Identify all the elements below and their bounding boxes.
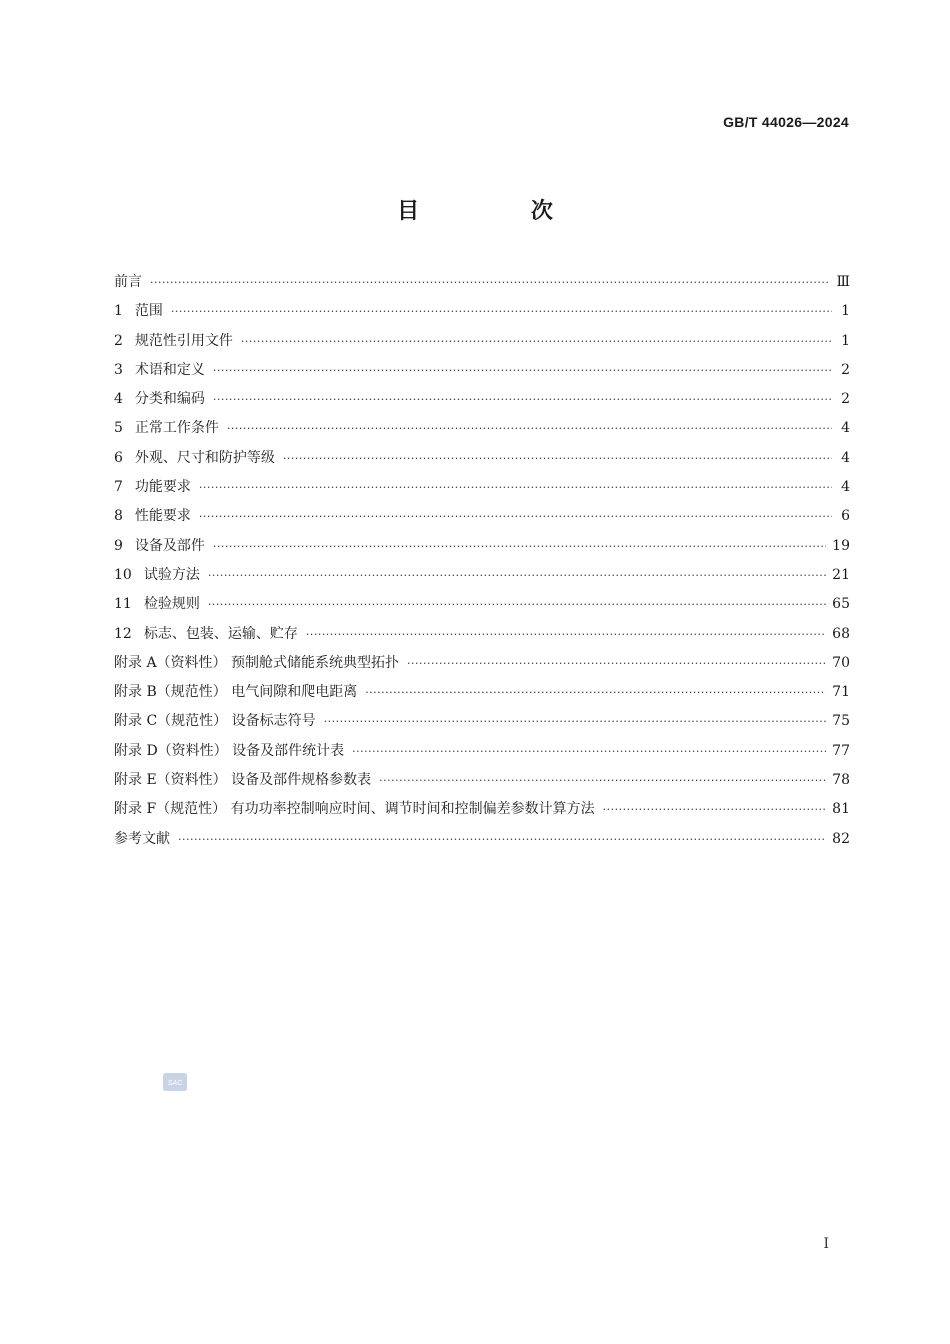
toc-entry-page: 6: [841, 508, 850, 525]
toc-entry[interactable]: [114, 532, 850, 561]
toc-dot-leader: [178, 825, 826, 854]
toc-entry-number: 1: [114, 303, 123, 320]
toc-dot-leader: [150, 268, 830, 297]
toc-entry-label: 检验规则: [143, 596, 200, 613]
toc-entry-page: 65: [832, 596, 850, 613]
toc-entry-page: 4: [841, 420, 850, 437]
toc-entry-label: 附录 F（规范性） 有功功率控制响应时间、调节时间和控制偏差参数计算方法: [114, 801, 595, 818]
toc-entry-label: 附录 B（规范性） 电气间隙和爬电距离: [114, 684, 358, 701]
toc-entry[interactable]: [114, 795, 850, 824]
toc-entry-label: 附录 D（资料性） 设备及部件统计表: [114, 742, 345, 759]
toc-entry-label: 附录 C（规范性） 设备标志符号: [114, 713, 316, 730]
toc-dot-leader: [208, 590, 826, 619]
sac-watermark-logo: [162, 1071, 188, 1093]
toc-entry-label: 参考文献: [114, 830, 170, 847]
toc-entry-number: 12: [114, 625, 132, 642]
toc-entry-label: 前言: [114, 274, 142, 290]
toc-entry-label: 附录 E（资料性） 设备及部件规格参数表: [114, 772, 372, 789]
toc-dot-leader: [324, 707, 827, 736]
toc-dot-leader: [603, 795, 827, 824]
toc-entry-page: 77: [832, 742, 850, 759]
toc-entry-page: 75: [832, 713, 850, 730]
toc-entry-number: 3: [114, 361, 123, 378]
toc-entry-label: 分类和编码: [134, 391, 205, 408]
toc-dot-leader: [352, 737, 826, 766]
toc-dot-leader: [208, 561, 826, 590]
toc-entry[interactable]: [114, 620, 850, 649]
toc-dot-leader: [213, 532, 826, 561]
toc-dot-leader: [199, 502, 832, 531]
toc-entry-page: 70: [832, 654, 850, 671]
toc-dot-leader: [227, 414, 832, 443]
toc-entry-number: 4: [114, 391, 123, 408]
toc-entry-number: 5: [114, 420, 123, 437]
toc-dot-leader: [283, 444, 832, 473]
toc-entry-page: 1: [841, 332, 850, 349]
toc-entry[interactable]: [114, 825, 850, 854]
toc-entry-page: 78: [832, 772, 850, 789]
toc-entry[interactable]: [114, 444, 850, 473]
toc-entry-number: 8: [114, 508, 123, 525]
toc-entry-label: 正常工作条件: [134, 420, 219, 437]
toc-entry-page: 19: [832, 537, 850, 554]
toc-entry-label: 标志、包装、运输、贮存: [143, 625, 298, 642]
toc-entry-page: 21: [832, 566, 850, 583]
toc-entry[interactable]: [114, 297, 850, 326]
toc-entry-page: 2: [841, 361, 850, 378]
toc-entry[interactable]: [114, 766, 850, 795]
toc-entry-page: 2: [841, 391, 850, 408]
toc-entry[interactable]: [114, 502, 850, 531]
toc-entry-number: 11: [114, 596, 132, 613]
toc-entry-page: Ⅲ: [836, 274, 850, 290]
toc-entry-page: 68: [832, 625, 850, 642]
toc-entry[interactable]: [114, 590, 850, 619]
table-of-contents: [114, 268, 850, 854]
toc-entry-label: 性能要求: [134, 508, 191, 525]
toc-dot-leader: [241, 327, 832, 356]
toc-entry[interactable]: [114, 414, 850, 443]
toc-entry-number: 9: [114, 537, 123, 554]
toc-entry-label: 规范性引用文件: [134, 332, 233, 349]
toc-dot-leader: [407, 649, 826, 678]
toc-entry-number: 6: [114, 449, 123, 466]
toc-dot-leader: [379, 766, 826, 795]
toc-entry-number: 10: [114, 566, 132, 583]
toc-entry[interactable]: [114, 473, 850, 502]
toc-entry[interactable]: [114, 561, 850, 590]
toc-entry-number: 2: [114, 332, 123, 349]
toc-dot-leader: [199, 473, 832, 502]
toc-entry-label: 外观、尺寸和防护等级: [134, 449, 275, 466]
toc-entry-label: 术语和定义: [134, 361, 205, 378]
toc-entry[interactable]: [114, 327, 850, 356]
toc-dot-leader: [171, 297, 832, 326]
toc-entry-page: 82: [832, 830, 850, 847]
toc-dot-leader: [213, 385, 832, 414]
toc-entry-label: 试验方法: [143, 566, 200, 583]
toc-dot-leader: [365, 678, 826, 707]
page-number: I: [823, 1236, 829, 1252]
toc-entry[interactable]: [114, 649, 850, 678]
standard-code: GB/T 44026—2024: [723, 114, 849, 130]
toc-entry[interactable]: [114, 737, 850, 766]
toc-dot-leader: [306, 620, 826, 649]
toc-entry[interactable]: [114, 707, 850, 736]
toc-entry-number: 7: [114, 479, 123, 496]
toc-entry[interactable]: [114, 356, 850, 385]
svg-text:SAC: SAC: [167, 1080, 183, 1087]
toc-dot-leader: [213, 356, 832, 385]
toc-entry-page: 4: [841, 449, 850, 466]
toc-entry-label: 附录 A（资料性） 预制舱式储能系统典型拓扑: [114, 654, 400, 671]
toc-entry-label: 设备及部件: [134, 537, 205, 554]
toc-entry-page: 71: [832, 684, 850, 701]
toc-entry-label: 功能要求: [134, 479, 191, 496]
toc-entry[interactable]: [114, 268, 850, 297]
page-title: 目 次: [397, 199, 605, 224]
toc-entry-label: 范围: [134, 303, 163, 320]
toc-entry-page: 1: [841, 303, 850, 320]
toc-entry[interactable]: [114, 678, 850, 707]
toc-entry[interactable]: [114, 385, 850, 414]
toc-entry-page: 81: [832, 801, 850, 818]
toc-entry-page: 4: [841, 479, 850, 496]
